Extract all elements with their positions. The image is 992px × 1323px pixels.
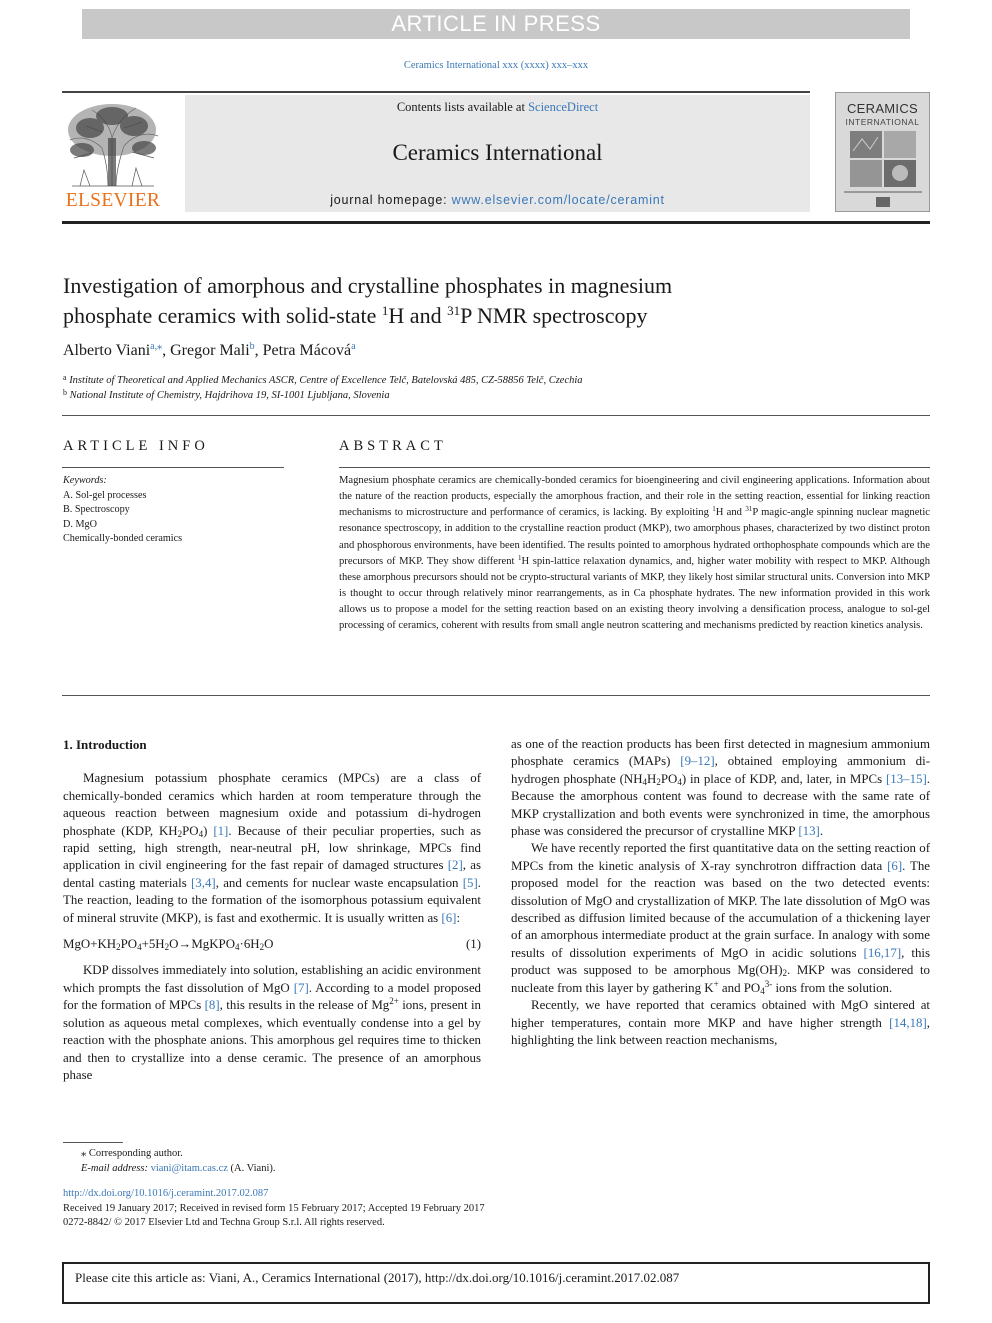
cover-title: CERAMICS [846,101,919,116]
article-in-press-banner: ARTICLE IN PRESS [82,9,910,39]
divider [62,415,930,416]
citation-link[interactable]: [1] [213,823,229,838]
citation-link[interactable]: [13–15] [885,771,927,786]
divider [62,695,930,696]
keyword: Chemically-bonded ceramics [63,533,183,544]
divider [62,467,284,468]
citation-link[interactable]: [9–12] [680,754,715,769]
equation-number: (1) [465,937,481,952]
body-column-left [63,736,481,1084]
header-top-rule [62,91,810,93]
citation-link[interactable]: [6] [441,910,457,925]
citation-link[interactable]: [8] [204,998,220,1013]
paragraph: We have recently reported the first quantitative data on the setting reaction of MPCs from the kinetic analysis of X-ray synchrotron diffraction data [6]. The proposed model for the reaction was based on the two detected events: dissolution of MgO and crystallization of MKP. The late dissolution of MgO was described as diffusion limited because of the accumulation of a thickening layer of an amorphous intermediate product at the grain surface. In analogy with some results of dissolution experiments of MgO in acidic solutions [16,17], this product was supposed to be amorphous $Mg(OH)_2$. MKP was considered to nucleate from this layer by gathering K+ and $PO_4^{3-}$ ions from the solution. [511,841,930,996]
footnotes [63,1146,663,1176]
citation-link[interactable]: [7] [293,980,309,995]
doi-link[interactable]: http://dx.doi.org/10.1016/j.ceramint.2017.02.087 [63,1188,269,1199]
abstract-text: Magnesium phosphate ceramics are chemically-bonded ceramics for bioengineering and civil engineering applications. Information about the nature of the reaction products, especially the amorphous fraction, and their role in the setting reaction, essential for linking reaction mechanisms to microstructure and performance of ceramics, is lacking. By exploiting $^1$H and $^{31}$P magic-angle spinning nuclear magnetic resonance spectroscopy, in addition to the crystalline reaction product (MKP), two amorphous phases, characterized by two distinct proton and phosphorous environments, have been identified. The results pointed to amorphous hydrated orthophosphate compounds which are the precursors of MKP. They show different $^1$H spin-lattice relaxation dynamics, and, higher water mobility with respect to MKP. Although these amorphous precursors should not be crypto-structural variants of MKP, they likely host similar structural units. Conversion into MKP is thought to occur through relatively minor rearrangements, as in Ca phosphate hydrates. The new information provided in this work allows us to propose a model for the setting reaction based on an existing theory involving a densification process, analogue to sol-gel processing of ceramics, coherent with results from small angle neutron scattering and mechanisms predicted by reaction kinetics analysis. [339,475,931,632]
keywords-list [63,474,285,547]
affiliation: $^a$ Institute of Theoretical and Applied Mechanics ASCR, Centre of Excellence Telč, Batelovská 485, CZ-58856 Telč, Czechia [63,373,583,386]
section-heading: 1. Introduction [63,737,147,752]
keyword: A. Sol-gel processes [63,489,147,501]
cite-this-article-box: Please cite this article as: Viani, A., Ceramics International (2017), http://dx.doi.org/10.1016/j.ceramint.2017.02.087 [62,1262,930,1304]
header-bottom-rule [62,221,930,224]
author-list: Alberto Viani$^{a,⁎}$, Gregor Mali$^b$, Petra Mácová$^a$ [63,341,356,359]
citation-link[interactable]: [13] [798,824,820,839]
copyright: 0272-8842/ © 2017 Elsevier Ltd and Techna Group S.r.l. All rights reserved. [63,1217,385,1228]
title-line-2: phosphate ceramics with solid-state $^1$H and $^{31}$P NMR spectroscopy [63,303,648,328]
contents-line [185,100,810,115]
author-name[interactable]: Gregor Mali [170,342,250,359]
divider [339,467,930,468]
cover-publisher-mark-icon [876,197,890,207]
author-name[interactable]: Petra Mácová [262,342,352,359]
elsevier-wordmark: ELSEVIER [65,190,161,211]
article-info-heading: ARTICLE INFO [63,438,209,454]
citation-link[interactable]: [6] [887,858,903,873]
paragraph: as one of the reaction products has been first detected in magnesium ammonium phosphate ceramics (MAPs) [9–12], obtained employing ammonium di-hydrogen phosphate $(NH_4H_2PO_4)$ in place of KDP, and, later, in MPCs [13–15]. Because the amorphous content was found to decrease with the same rate of MKP crystallization and both events were synchronized in time, the amorphous phase was considered the precursor of crystalline MKP [13]. [511,737,930,839]
footnote-rule [63,1142,123,1143]
keyword: B. Spectroscopy [63,504,130,515]
homepage-prefix: journal homepage: [330,193,452,207]
contents-prefix: Contents lists available at [396,100,529,114]
affiliation: $^b$ National Institute of Chemistry, Hajdrihova 19, SI-1001 Ljubljana, Slovenia [63,388,390,401]
paragraph: Magnesium potassium phosphate ceramics (MPCs) are a class of chemically-bonded ceramics which harden at room temperature through the aqueous reaction between magnesium oxide and potassium di-hydrogen phosphate (KDP, $KH_2PO_4$) [1]. Because of their peculiar properties, such as rapid setting, high strength, near-neutral pH, low shrinkage, MPCs find application in civil engineering for the fast repair of damaged structures [2], as dental casting materials [3,4], and cements for nuclear waste encapsulation [5]. The reaction, leading to the formation of the isomorphous potassium equivalent of mineral struvite (MKP), is fast and exothermic. It is usually written as [6]: [63,771,481,925]
journal-reference-link[interactable]: Ceramics International xxx (xxxx) xxx–xxx [403,60,589,71]
citation-link[interactable]: [3,4] [191,875,216,890]
keywords-label: Keywords: [63,475,107,486]
sciencedirect-link[interactable]: ScienceDirect [528,100,599,114]
body-column-right [511,736,930,1049]
email-link[interactable]: viani@itam.cas.cz [150,1163,228,1174]
title-line-1: Investigation of amorphous and crystalline phosphates in magnesium [63,273,673,298]
corresponding-author-note: ⁎ Corresponding author. [81,1148,183,1159]
journal-homepage [185,193,810,207]
received-dates: Received 19 January 2017; Received in revised form 15 February 2017; Accepted 19 February 2017 [63,1202,485,1214]
equation: $MgO+KH_2PO_4+5H_2O\to MgKPO_4\cdot 6H_2O$ (1) [63,937,481,953]
author-name[interactable]: Alberto Viani [63,342,151,359]
homepage-link[interactable]: www.elsevier.com/locate/ceramint [451,193,665,207]
email-note: E-mail address: viani@itam.cas.cz (A. Viani). [81,1163,276,1174]
citation-link[interactable]: [5] [462,875,478,890]
author-affiliation-marker[interactable]: a,⁎ [150,341,163,352]
citation-link[interactable]: [16,17] [863,945,902,960]
citation-link[interactable]: [2] [447,858,463,873]
citation-link[interactable]: [14,18] [889,1015,927,1030]
author-affiliation-marker[interactable]: a [351,341,356,352]
article-title [63,271,863,331]
publication-info [63,1187,763,1231]
cover-text-line [844,191,922,193]
author-affiliation-marker[interactable]: b [249,341,255,352]
abstract-heading: ABSTRACT [339,438,447,454]
paragraph: KDP dissolves immediately into solution, establishing an acidic environment which prompts the fast dissolution of MgO [7]. According to a model proposed for the formation of MPCs [8], this results in the release of $Mg^{2+}$ ions, present in solution as aqueous metal complexes, which eventually condense into a gel by reaction with the phosphate anions. This amorphous gel requires time to thicken and then to crystallize into a dense ceramic. The presence of an amorphous phase [63,963,481,1082]
journal-cover-thumbnail[interactable] [835,92,930,212]
cover-image-icon [850,131,916,187]
cover-subtitle: INTERNATIONAL [845,117,920,127]
journal-name: Ceramics International [392,140,603,165]
keyword: D. MgO [63,518,97,530]
paragraph: Recently, we have reported that ceramics obtained with MgO sintered at higher temperatures, contain more MKP and have higher strength [14,18], highlighting the link between reaction mechanisms, [511,998,930,1047]
